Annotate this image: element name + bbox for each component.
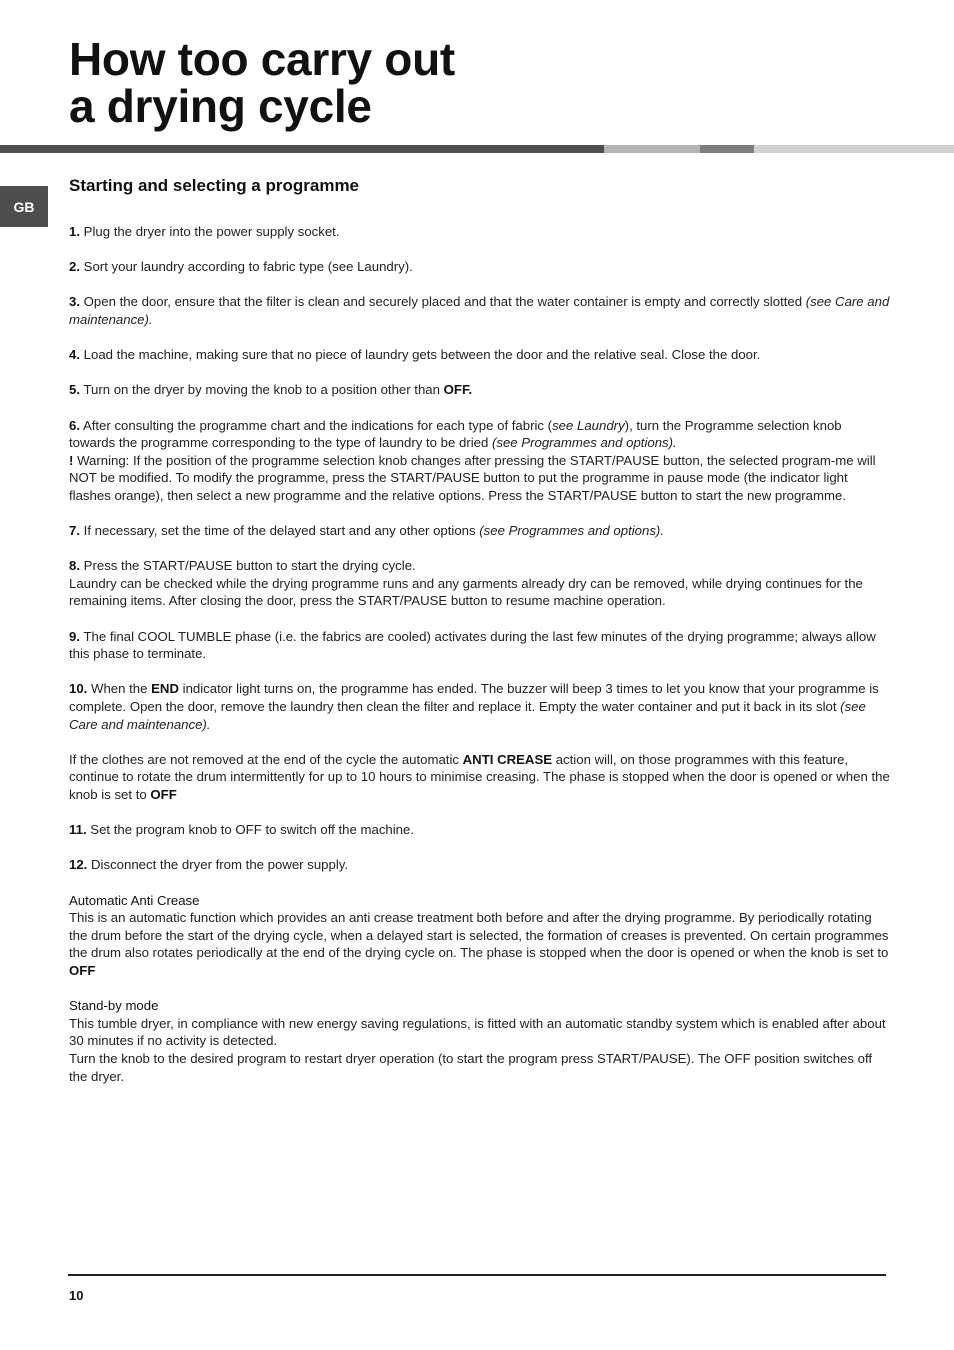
step-reference: (see Programmes and options). — [479, 523, 664, 539]
step-4 — [69, 346, 891, 364]
step-3 — [69, 293, 891, 328]
automatic-anti-crease-text: This is an automatic function which provides an anti crease treatment both before and after the drying programme. By periodically rotating the drum before the start of the drying cycle, when a delayed start is selected, the formation of creases is prevented. On certain programmes the drum also rotates periodically at the end of the drying cycle on. The phase is stopped when the door is opened or when the knob is set to — [69, 910, 889, 961]
step-11 — [69, 821, 891, 839]
step-text: Load the machine, making sure that no piece of laundry gets between the door and the relative seal. Close the door. — [83, 347, 761, 363]
step-emphasis: OFF. — [443, 382, 473, 398]
step-number: 2. — [69, 259, 80, 275]
step-5 — [69, 381, 891, 399]
note-emphasis: ANTI CREASE — [462, 751, 553, 767]
step-text: When the — [91, 681, 152, 697]
step-number: 4. — [69, 347, 80, 363]
step-text: indicator light turns on, the programme has ended. The buzzer will beep 3 times to let you know that your programme is complete. Open the door, remove the laundry then clean the filter and replace it. Empty the water container and put it back in its slot — [69, 681, 879, 715]
page-title-line-1: How too carry out — [69, 33, 455, 85]
step-number: 6. — [69, 417, 80, 433]
step-text: Press the START/PAUSE button to start the drying cycle. — [83, 558, 416, 574]
step-12 — [69, 856, 891, 874]
step-2 — [69, 258, 891, 276]
step-text: Turn on the dryer by moving the knob to a position other than — [83, 382, 444, 398]
page-title — [69, 33, 455, 132]
step-9 — [69, 628, 891, 663]
note-text: action will, on those programmes with this feature, continue to rotate the drum intermittently for up to 10 hours to minimise creasing. The phase is stopped when the door is opened or when the knob is set to — [69, 751, 890, 802]
step-10 — [69, 680, 891, 733]
header-bar-mid — [700, 145, 754, 153]
page-number: 10 — [69, 1288, 84, 1303]
automatic-anti-crease — [69, 892, 891, 980]
note-emphasis: OFF — [150, 787, 177, 802]
warning-text: Warning: If the position of the programme selection knob changes after pressing the START/PAUSE button, the selected program-me will NOT be modified. To modify the programme, press the START/PAUSE button to put the programme in pause mode (the indicator light flashes orange), then select a new programme and the relative options. Press the START/PAUSE button to start the new programme. — [69, 452, 876, 503]
step-reference: (see Programmes and options). — [491, 435, 677, 451]
step-text: Open the door, ensure that the filter is clean and securely placed and that the water container is empty and correctly slotted — [83, 294, 806, 310]
step-7 — [69, 522, 891, 540]
step-number: 9. — [69, 628, 80, 644]
step-number: 12. — [69, 857, 88, 873]
step-number: 5. — [69, 382, 80, 398]
step-number: 7. — [69, 523, 80, 539]
step-text: After consulting the programme chart and the indications for each type of fabric ( — [82, 417, 553, 433]
anti-crease-note — [69, 751, 891, 804]
warning-icon: ! — [69, 452, 74, 468]
automatic-anti-crease-heading: Automatic Anti Crease — [69, 892, 200, 908]
step-emphasis: END — [151, 681, 179, 697]
step-reference: (see Care and maintenance). — [69, 294, 890, 327]
standby-mode — [69, 997, 891, 1085]
step-extra-text: Laundry can be checked while the drying programme runs and any garments already dry can be removed, while drying continues for the remaining items. After closing the door, press the START/PAUSE button to resume machine operation. — [69, 575, 863, 609]
step-number: 8. — [69, 558, 80, 574]
step-1 — [69, 223, 891, 241]
step-text: Plug the dryer into the power supply socket. — [83, 224, 340, 239]
page-title-line-2: a drying cycle — [69, 80, 372, 132]
step-8 — [69, 557, 891, 610]
step-number: 3. — [69, 294, 80, 310]
header-bar-light — [604, 145, 700, 153]
standby-heading: Stand-by mode — [69, 998, 159, 1014]
standby-text-1: This tumble dryer, in compliance with new energy saving regulations, is fitted with an automatic standby system which is enabled after about 30 minutes if no activity is detected. — [69, 1015, 886, 1049]
step-number: 11. — [69, 822, 87, 838]
language-tab: GB — [0, 186, 48, 227]
step-reference: see Laundry — [552, 417, 625, 433]
step-text: If necessary, set the time of the delayed start and any other options — [83, 523, 480, 539]
instructions-body — [69, 223, 891, 1085]
header-bar-pale — [754, 145, 954, 153]
standby-text-2: Turn the knob to the desired program to restart dryer operation (to start the program press START/PAUSE). The OFF position switches off the dryer. — [69, 1050, 873, 1084]
step-text: ), turn the Programme selection knob towards the programme corresponding to the type of laundry to be dried — [69, 417, 842, 451]
step-6 — [69, 417, 891, 505]
footer-rule — [68, 1274, 886, 1276]
step-number: 1. — [69, 224, 80, 239]
step-text: The final COOL TUMBLE phase (i.e. the fabrics are cooled) activates during the last few minutes of the drying programme; always allow this phase to terminate. — [69, 628, 876, 662]
section-heading: Starting and selecting a programme — [69, 176, 360, 195]
note-text: If the clothes are not removed at the end of the cycle the automatic — [69, 751, 463, 767]
step-number: 10. — [69, 681, 88, 697]
step-reference: (see Care and maintenance). — [69, 699, 866, 732]
step-text: Sort your laundry according to fabric type (see Laundry). — [83, 259, 413, 275]
step-text: Set the program knob to OFF to switch off the machine. — [90, 822, 415, 838]
automatic-anti-crease-emphasis: OFF — [69, 962, 96, 978]
header-bar-dark — [0, 145, 604, 153]
step-text: Disconnect the dryer from the power supply. — [91, 857, 349, 873]
